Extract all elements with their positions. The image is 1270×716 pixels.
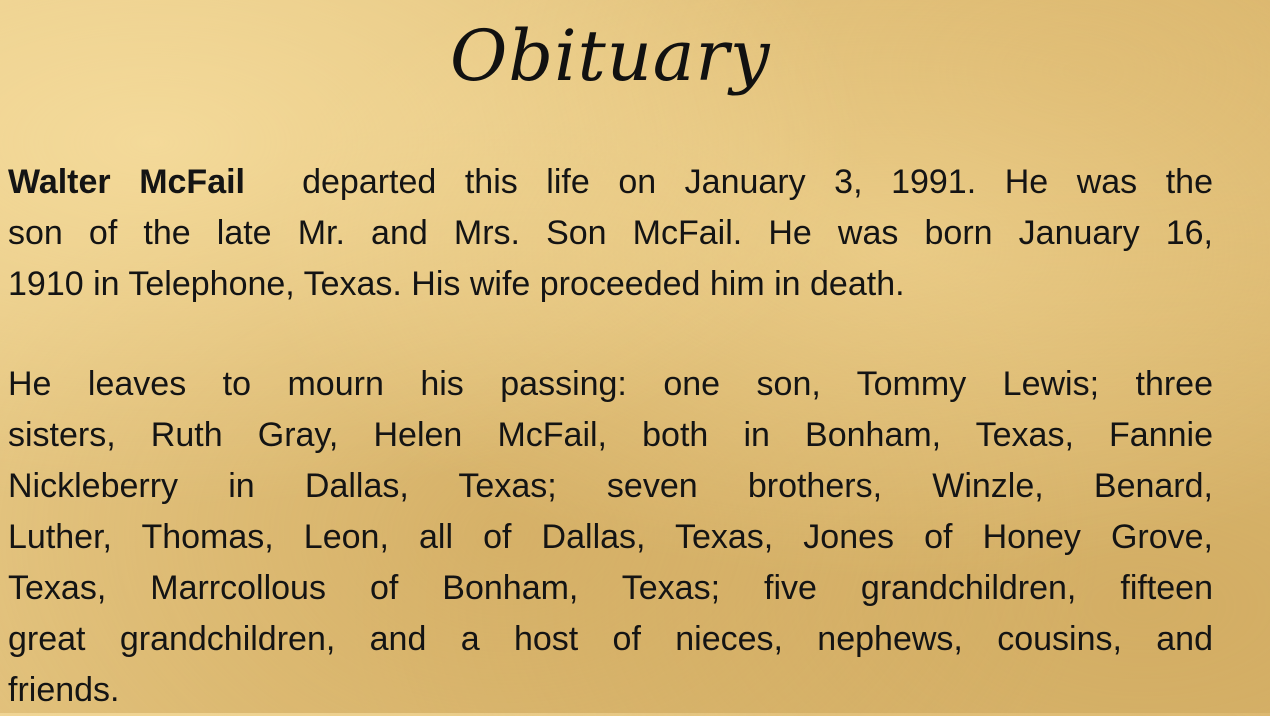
deceased-name: Walter McFail xyxy=(8,163,245,201)
intro-line-2: son of the late Mr. and Mrs. Son McFail. He was born January 16, xyxy=(8,214,1213,252)
intro-line-3: 1910 in Telephone, Texas. His wife proceeded him in death. xyxy=(8,265,905,303)
survivors-line: He leaves to mourn his passing: one son, Tommy Lewis; three xyxy=(8,365,1213,403)
obituary-paragraph-intro xyxy=(8,157,1213,310)
survivors-line: friends. xyxy=(8,671,120,709)
intro-line-1-text: departed this life on January 3, 1991. He was the xyxy=(302,163,1213,201)
intro-line-1 xyxy=(8,157,1213,208)
obituary-title: Obituary xyxy=(450,15,771,97)
survivors-line: great grandchildren, and a host of nieces, nephews, cousins, and xyxy=(8,620,1213,658)
survivors-line: sisters, Ruth Gray, Helen McFail, both in Bonham, Texas, Fannie xyxy=(8,416,1213,454)
survivors-line: Texas, Marrcollous of Bonham, Texas; five grandchildren, fifteen xyxy=(8,569,1213,607)
survivors-line: Nickleberry in Dallas, Texas; seven brothers, Winzle, Benard, xyxy=(8,467,1213,505)
obituary-paragraph-survivors xyxy=(8,359,1213,716)
survivors-line: Luther, Thomas, Leon, all of Dallas, Texas, Jones of Honey Grove, xyxy=(8,518,1213,556)
